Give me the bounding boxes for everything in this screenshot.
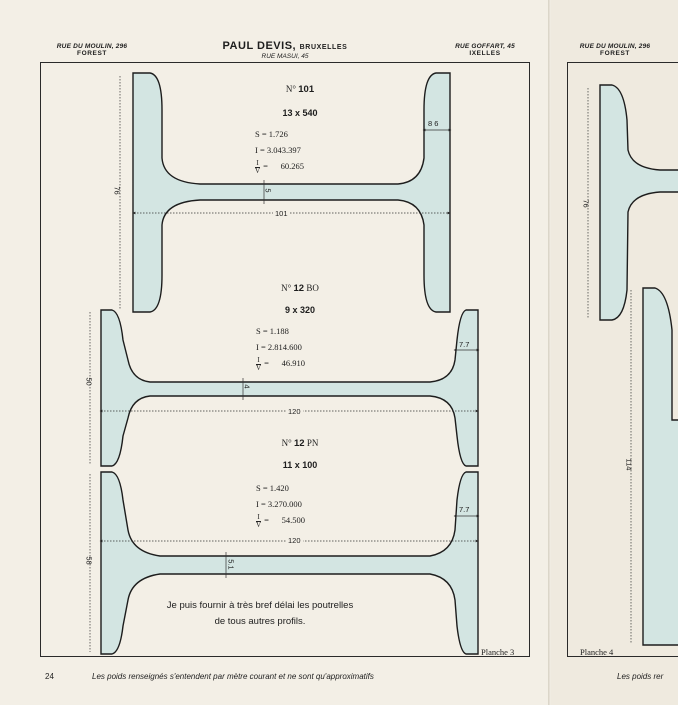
note-line-2: de tous autres profils. [214,616,306,627]
profile-12bo-flange-label: 7.7 [459,340,470,349]
profile-101-modulus: $\frac{I}{V}$ = 60.265 [255,158,304,175]
profile-101-size: 13 x 540 [282,108,318,118]
next-dim-b-label: 114 [624,458,634,471]
profile-101-inertia: I = 3.043.397 [255,145,301,155]
profile-12pn-width-label: 120 [288,536,301,545]
header-right-town: IXELLES [469,50,501,57]
profile-101-number: N° 101 [285,84,315,95]
profile-12bo-height-label: 50 [84,377,94,386]
profile-12pn-stats [256,480,305,529]
brand-address: RUE MASUI, 45 [261,53,309,60]
profile-12bo-section: S = 1.188 [256,326,289,336]
profile-101-stats [255,126,304,175]
header-left-street: RUE DU MOULIN, 296 [56,43,128,50]
profile-12bo-modulus: $\frac{I}{V}$ = 46.910 [256,355,305,372]
header-right-street: RUE GOFFART, 45 [455,43,515,50]
next-header-street: RUE DU MOULIN, 296 [579,43,651,50]
brand-name: PAUL DEVIS, [222,40,297,52]
next-header-town: FOREST [600,50,630,57]
profile-101-flange-label: 8 6 [428,119,439,128]
profile-12pn-size: 11 x 100 [282,460,318,470]
profile-101-height-label: 76 [112,186,122,195]
profile-101-section: S = 1.726 [255,129,288,139]
profile-101-web-label: 5 [263,188,273,193]
profile-12bo-stats [256,323,305,372]
profile-12pn-section: S = 1.420 [256,483,289,493]
page-number: 24 [45,672,54,681]
profile-12bo-size: 9 x 320 [284,305,316,315]
profile-12bo-inertia: I = 2.814.600 [256,342,302,352]
footer-note: Les poids renseignés s'entendent par mètre courant et ne sont qu'approximatifs [92,672,374,681]
profile-12pn-inertia: I = 3.270.000 [256,499,302,509]
profile-12bo-web-label: 4 [242,384,252,389]
next-beam-1 [600,85,678,320]
next-planche-label: Planche 4 [580,647,614,657]
profile-12bo-number: N° 12 BO [281,283,319,294]
next-dim-a-label: 76 [581,199,591,208]
profile-12bo-width-label: 120 [288,407,301,416]
next-beam-2 [643,288,678,645]
supply-note [150,598,370,630]
profile-101-width-label: 101 [275,209,288,218]
profile-12pn-web-label: 5.1 [226,559,236,570]
brand-city: BRUXELLES [299,44,348,51]
profile-12pn-flange-label: 7.7 [459,505,470,514]
profile-12pn-modulus: $\frac{I}{V}$ = 54.500 [256,512,305,529]
profile-12pn-number: N° 12 PN [281,438,319,449]
profile-12pn-height-label: 58 [84,556,94,565]
next-footer-note: Les poids rer [617,672,664,681]
header-left-town: FOREST [77,50,107,57]
note-line-1: Je puis fournir à très bref délai les poutrelles [166,600,354,611]
planche-label: Planche 3 [481,647,515,657]
